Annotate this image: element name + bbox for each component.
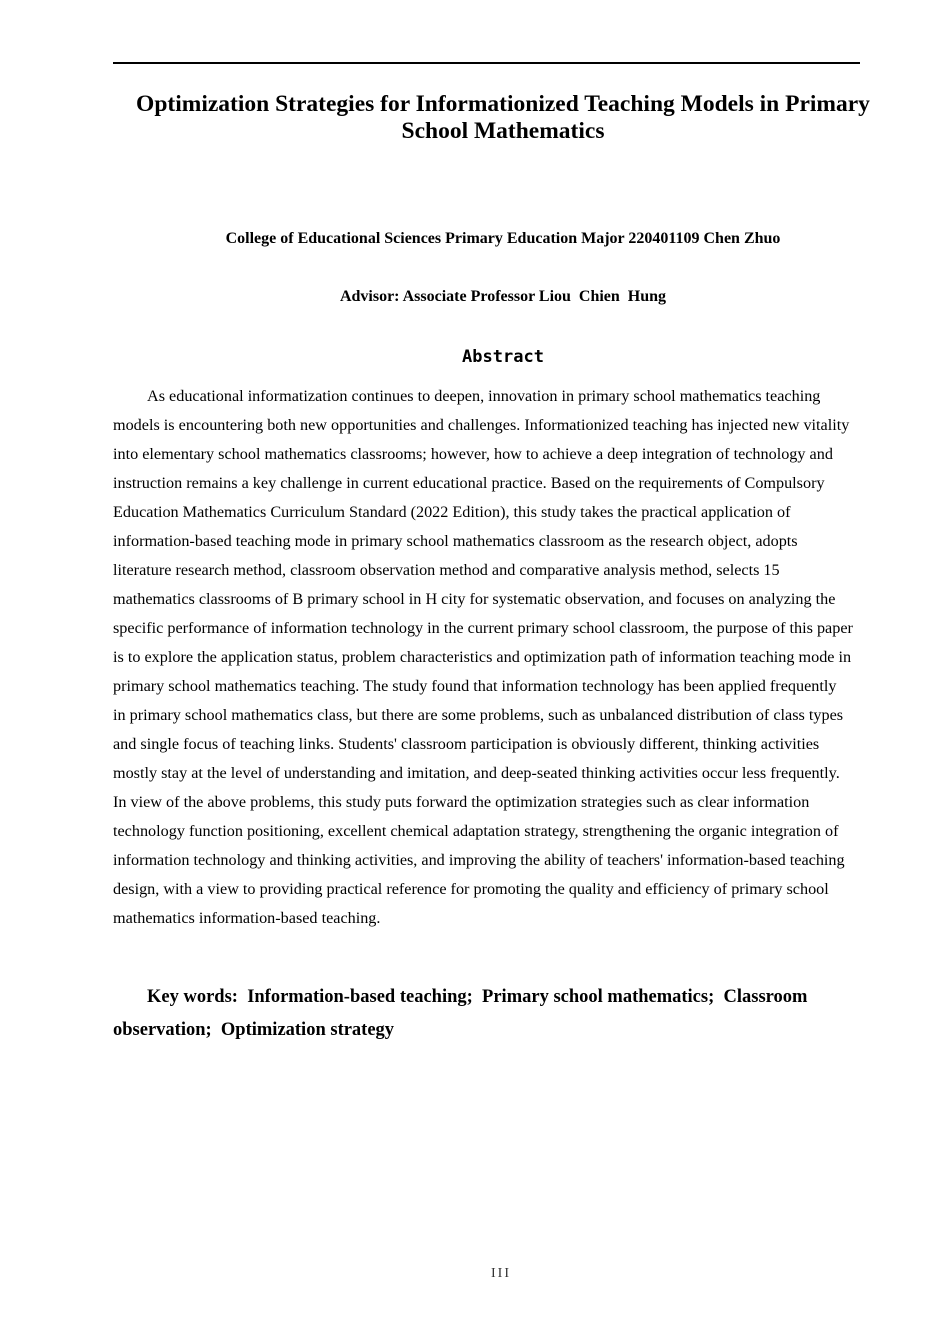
document-title: Optimization Strategies for Informationized Teaching Models in Primary School Mathematics (136, 91, 870, 144)
header-rule (113, 62, 860, 64)
abstract-body: As educational informatization continues to deepen, innovation in primary school mathematics teaching models is encountering both new opportunities and challenges. Informationized teaching has injected new vitality into elementary school mathematics classrooms; however, how to achieve a deep integration of technology and instruction remains a key challenge in current educational practice. Based on the requirements of Compulsory Education Mathematics Curriculum Standard (2022 Edition), this study takes the practical application of information-based teaching mode in primary school mathematics classroom as the research object, adopts literature research method, classroom observation method and comparative analysis method, selects 15 mathematics classrooms of B primary school in H city for systematic observation, and focuses on analyzing the specific performance of information technology in the current primary school classroom, the purpose of this paper is to explore the application status, problem characteristics and optimization path of information teaching mode in primary school mathematics teaching. The study found that information technology has been applied frequently in primary school mathematics class, but there are some problems, such as unbalanced distribution of class types and single focus of teaching links. Students' classroom participation is obviously different, thinking activities mostly stay at the level of understanding and imitation, and deep-seated thinking activities occur less frequently. In view of the above problems, this study puts forward the optimization strategies such as clear information technology function positioning, excellent chemical adaptation strategy, strengthening the organic integration of information technology and thinking activities, and improving the ability of teachers' information-based teaching design, with a view to providing practical reference for promoting the quality and efficiency of primary school mathematics information-based teaching. (113, 387, 853, 927)
page-number: III (491, 1266, 511, 1281)
abstract-heading: Abstract (462, 347, 544, 367)
advisor-line: Advisor: Associate Professor Liou Chien Hung (339, 288, 667, 305)
keywords-line: Key words: Information-based teaching; Primary school mathematics; Classroom observation; Optimization strategy (113, 987, 813, 1040)
author-line: College of Educational Sciences Primary Education Major 220401109 Chen Zhuo (225, 230, 781, 247)
